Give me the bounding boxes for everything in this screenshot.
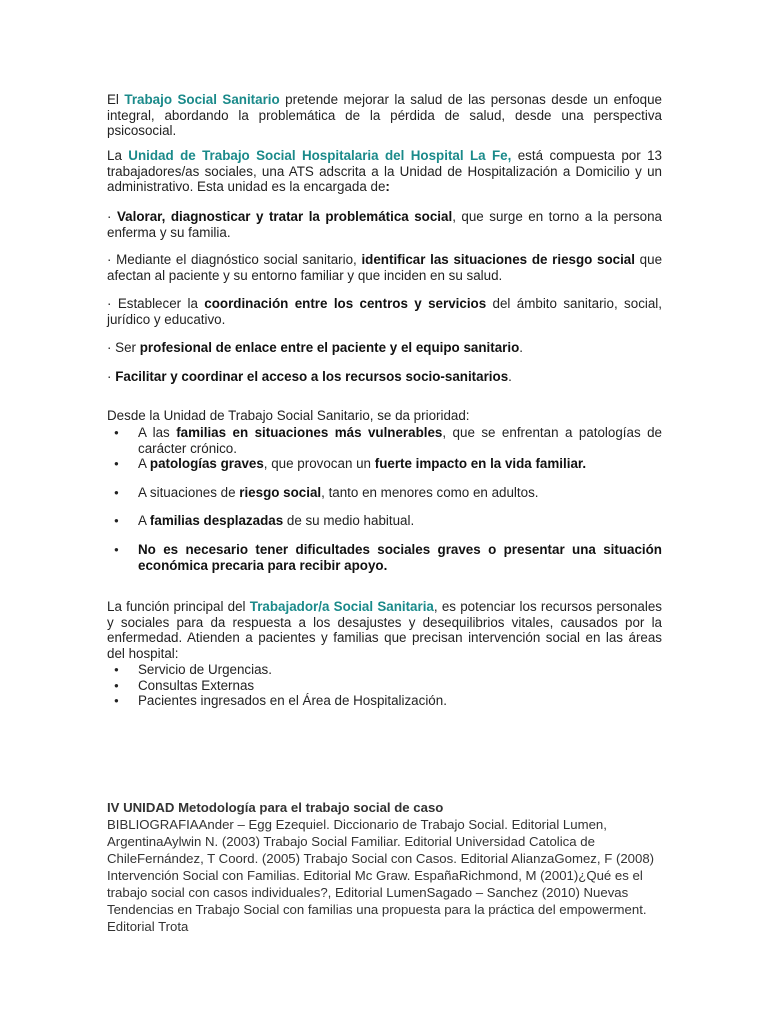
bold-text: No es necesario tener dificultades sociales graves o presentar una situación económica precaria para recibir apoyo.	[138, 542, 662, 573]
text: , es potenciar los recursos personales y sociales para da respuesta a los desajustes y desequilibrios vitales, causados por la enfermedad. Atienden a pacientes y familias que precisan intervención social en las áreas del hospital:	[107, 599, 662, 661]
text: El	[107, 92, 125, 107]
intro-paragraph	[107, 92, 662, 139]
priority-list	[107, 485, 662, 501]
text: La función principal del	[107, 599, 250, 614]
function-paragraph	[107, 599, 662, 661]
bibliography-text: BIBLIOGRAFIAAnder – Egg Ezequiel. Diccionario de Trabajo Social. Editorial Lumen, ArgentinaAylwin N. (2003) Trabajo Social Familiar. Editorial Universidad Catolica de ChileFernández, T Coord. (2005) Trabajo Social con Casos. Editorial AlianzaGomez, F (2008) Intervención Social con Familias. Editorial Mc Graw. EspañaRichmond, M (2001)¿Qué es el trabajo social con casos individuales?, Editorial LumenSagado – Sanchez (2010) Nuevas Tendencias en Trabajo Social con familias una propuesta para la práctica del empowerment. Editorial Trota	[107, 817, 655, 934]
highlight-term: Trabajo Social Sanitario	[124, 92, 280, 107]
bold-text: Valorar, diagnosticar y tratar la problemática social	[116, 209, 453, 224]
text: , que se enfrentan a patologías de carácter crónico.	[138, 425, 662, 456]
text: ·	[107, 369, 116, 384]
text: · Establecer la	[107, 296, 205, 311]
task-paragraph	[107, 369, 662, 385]
priority-list	[107, 425, 662, 472]
text: de su medio habitual.	[283, 513, 415, 528]
text: del ámbito sanitario, social, jurídico y educativo.	[107, 296, 663, 327]
bold-text: patologías graves	[149, 456, 264, 472]
bold-text: familias desplazadas	[149, 513, 284, 528]
task-paragraph	[107, 209, 662, 240]
bold-text: Facilitar y coordinar el acceso a los recursos socio-sanitarios	[115, 369, 509, 384]
list-item	[107, 513, 662, 529]
text: · Mediante el diagnóstico social sanitario,	[107, 252, 362, 267]
text: .	[519, 340, 524, 355]
list-item: ● Consultas Externas	[107, 678, 662, 694]
text: · Ser	[107, 340, 140, 355]
list-item	[107, 456, 662, 472]
text: :	[385, 179, 390, 195]
text: La	[107, 148, 129, 163]
list-item: ● Servicio de Urgencias.	[107, 662, 662, 678]
text: .	[508, 369, 512, 384]
text: , que provocan un	[263, 456, 375, 472]
bold-text: riesgo social	[239, 485, 322, 500]
priority-list	[107, 542, 662, 573]
list-item	[107, 425, 662, 456]
text: que afectan al paciente y su entorno familiar y que inciden en su salud.	[107, 252, 663, 283]
text: ·	[107, 209, 117, 224]
text: A	[138, 513, 150, 528]
list-item: ● Pacientes ingresados en el Área de Hospitalización.	[107, 693, 662, 709]
text: , tanto en menores como en adultos.	[321, 485, 539, 500]
bold-text: identificar las situaciones de riesgo social	[361, 252, 635, 267]
text: A las	[138, 425, 177, 440]
areas-list	[107, 662, 662, 709]
priority-list	[107, 513, 662, 529]
task-paragraph	[107, 340, 662, 356]
list-item	[107, 485, 662, 501]
text: , que surge en torno a la persona enferma y su familia.	[107, 209, 662, 240]
highlight-term: Trabajador/a Social Sanitaria	[249, 599, 434, 614]
task-paragraph	[107, 252, 662, 283]
bold-text: profesional de enlace entre el paciente y el equipo sanitario	[139, 340, 520, 355]
text: está compuesta por 13 trabajadores/as sociales, una ATS adscrita a la Unidad de Hospitalización a Domicilio y un administrativo. Esta unidad es la encargada de	[107, 148, 662, 195]
priority-intro: Desde la Unidad de Trabajo Social Sanitario, se da prioridad:	[107, 408, 470, 423]
text: A situaciones de	[138, 485, 240, 500]
highlight-term: Unidad de Trabajo Social Hospitalaria del Hospital La Fe,	[128, 148, 512, 163]
list-item	[107, 542, 662, 573]
bibliography-section	[107, 799, 667, 935]
text: A	[138, 456, 150, 472]
bold-text: coordinación entre los centros y servicios	[204, 296, 487, 311]
unit-paragraph	[107, 148, 662, 195]
section-heading: IV UNIDAD Metodología para el trabajo social de caso	[107, 800, 444, 815]
task-paragraph	[107, 296, 662, 327]
bold-text: familias en situaciones más vulnerables	[176, 425, 443, 440]
text: pretende mejorar la salud de las personas desde un enfoque integral, abordando la problemática de la pérdida de salud, desde una perspectiva psicosocial.	[107, 92, 662, 139]
bold-text: fuerte impacto en la vida familiar.	[374, 456, 587, 472]
